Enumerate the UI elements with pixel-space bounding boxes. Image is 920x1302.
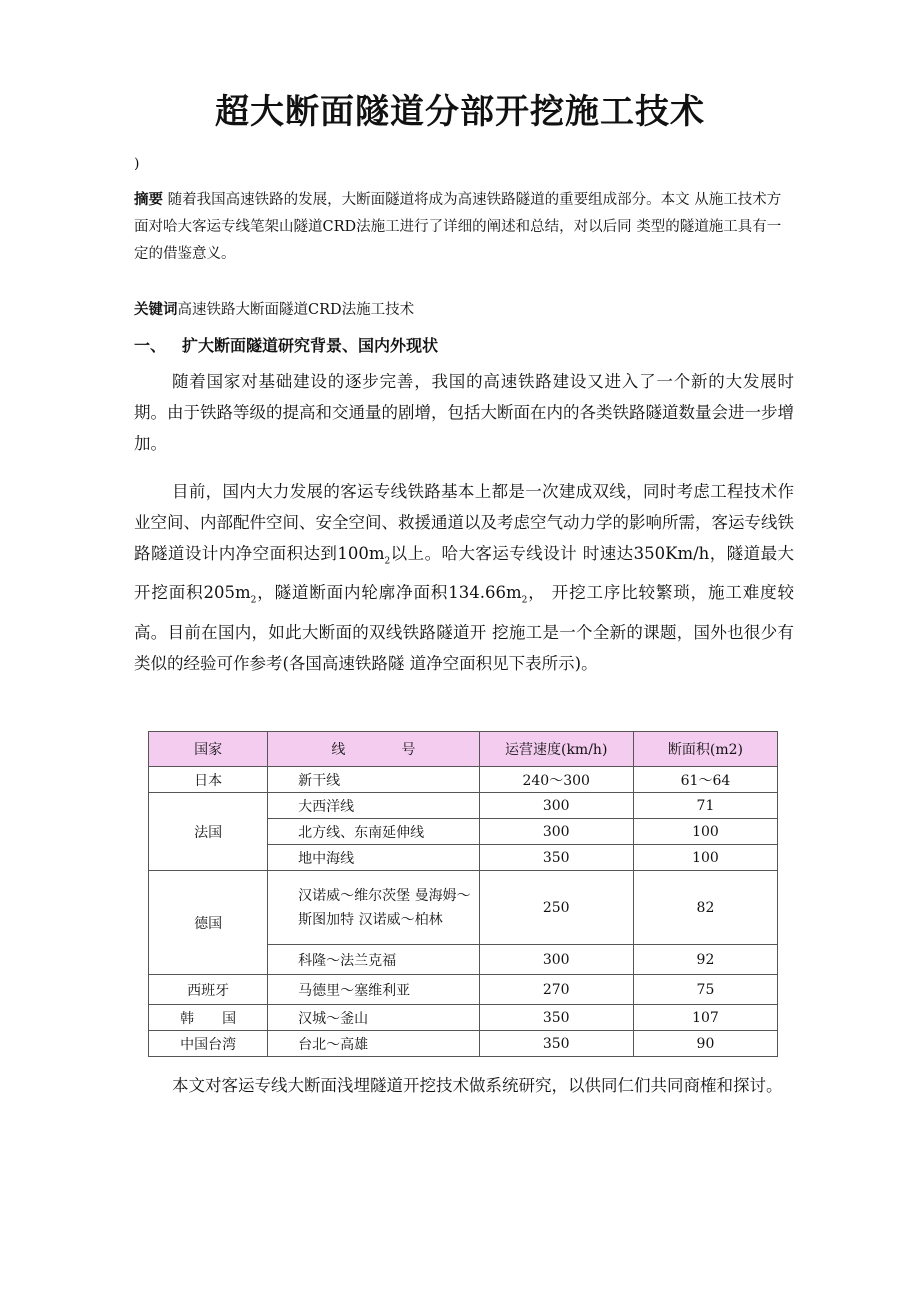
abstract-text: 随着我国高速铁路的发展，大断面隧道将成为高速铁路隧道的重要组成部分。本文 从施工技术方面对哈大客运专线笔架山隧道CRD法施工进行了详细的阐述和总结，对以后同 类型的隧道施工具有一定的借鉴意义。 (134, 192, 782, 262)
cell-line: 地中海线 (268, 845, 479, 871)
paragraph-2-part: ，隧道最大开挖面积 (134, 544, 795, 603)
cell-line: 大西洋线 (268, 793, 479, 819)
cell-line: 北方线、东南延伸线 (268, 819, 479, 845)
cell-line: 汉诺威～维尔茨堡 曼海姆～斯图加特 汉诺威～柏林 (268, 871, 479, 945)
paragraph-2-part: ，隧道断面内轮廓净面积 (256, 583, 449, 603)
cell-area: 107 (633, 1005, 777, 1031)
header-speed: 运营速度(km/h) (479, 732, 633, 767)
paragraph-2-part: 以上。哈大客运专线设计 时速达 (390, 544, 634, 563)
paragraph-2-part: ， 开挖工序比较繁琐，施工难度较高。目前在国内，如此大断面的双线铁路隧道开 挖施工是一个全新的课题，国外也很少有类似的经验可作参考(各国高速铁路隧 道净空面积见下表所示)。 (134, 583, 794, 673)
document-title: 超大断面隧道分部开挖施工技术 (215, 92, 705, 132)
section-title: 扩大断面隧道研究背景、国内外现状 (182, 336, 439, 355)
header-country: 国家 (149, 732, 268, 767)
cell-speed: 350 (479, 1031, 633, 1057)
table-row (149, 975, 778, 1005)
section-heading (134, 333, 438, 356)
section-number: 一、 (134, 336, 167, 355)
stray-mark: ) (134, 156, 140, 172)
cell-speed: 350 (479, 1005, 633, 1031)
header-area: 断面积(m2) (633, 732, 777, 767)
keywords-label: 关键词 (134, 302, 178, 318)
cell-area: 100 (633, 845, 777, 871)
cell-country: 法国 (149, 793, 268, 871)
cell-speed: 300 (479, 945, 633, 975)
table-header-row (149, 732, 778, 767)
cell-speed: 270 (479, 975, 633, 1005)
cell-line: 马德里～塞维利亚 (268, 975, 479, 1005)
cell-line: 台北～高雄 (268, 1031, 479, 1057)
unit-subscript: 2 (250, 595, 257, 606)
cell-area: 61～64 (633, 767, 777, 793)
cell-country: 德国 (149, 871, 268, 975)
cell-area: 82 (633, 871, 777, 945)
cell-speed: 240～300 (479, 767, 633, 793)
paragraph-2-part: 目前，国内大力发展的客运专线铁路基本上都是一次建成双线，同时考虑工程技术作业空间、内部配件空间、安全空间、救援通道以及考虑空气动力学的影响所需，客运专线铁路隧道设计内净空面积达到 (134, 482, 794, 563)
cell-country: 中国台湾 (149, 1031, 268, 1057)
cell-line: 汉城～釜山 (268, 1005, 479, 1031)
cell-area: 75 (633, 975, 777, 1005)
keywords-text: 高速铁路大断面隧道CRD法施工技术 (177, 302, 415, 318)
abstract (134, 187, 794, 268)
cell-area: 100 (633, 819, 777, 845)
cell-speed: 250 (479, 871, 633, 945)
paragraph-3: 本文对客运专线大断面浅埋隧道开挖技术做系统研究，以供同仁们共同商榷和探讨。 (172, 1076, 783, 1095)
paragraph-2 (134, 476, 794, 679)
table-row (149, 1005, 778, 1031)
cell-speed: 350 (479, 845, 633, 871)
cell-country: 日本 (149, 767, 268, 793)
abstract-label: 摘要 (134, 192, 163, 208)
design-speed-value: 350Km/h (633, 544, 710, 563)
keywords (134, 298, 414, 319)
header-line: 线 号 (268, 732, 479, 767)
cell-line: 新干线 (268, 767, 479, 793)
inner-contour-area-value: 134.66m (448, 583, 522, 603)
max-excavation-area-value: 205m (203, 583, 251, 603)
cell-speed: 300 (479, 819, 633, 845)
cell-area: 71 (633, 793, 777, 819)
table-row (149, 871, 778, 945)
tunnel-area-table (148, 731, 778, 1057)
cell-country: 韩 国 (149, 1005, 268, 1031)
cell-area: 92 (633, 945, 777, 975)
unit-subscript: 2 (521, 595, 528, 606)
cell-country: 西班牙 (149, 975, 268, 1005)
table-row (149, 793, 778, 819)
cell-area: 90 (633, 1031, 777, 1057)
table-row (149, 767, 778, 793)
paragraph-1: 随着国家对基础建设的逐步完善，我国的高速铁路建设又进入了一个新的大发展时期。由于铁路等级的提高和交通量的剧增，包括大断面在内的各类铁路隧道数量会进一步增加。 (134, 372, 794, 453)
cell-speed: 300 (479, 793, 633, 819)
unit-subscript: 2 (384, 556, 391, 567)
table-row (149, 1031, 778, 1057)
net-area-value: 100m (337, 544, 385, 563)
cell-line: 科隆～法兰克福 (268, 945, 479, 975)
